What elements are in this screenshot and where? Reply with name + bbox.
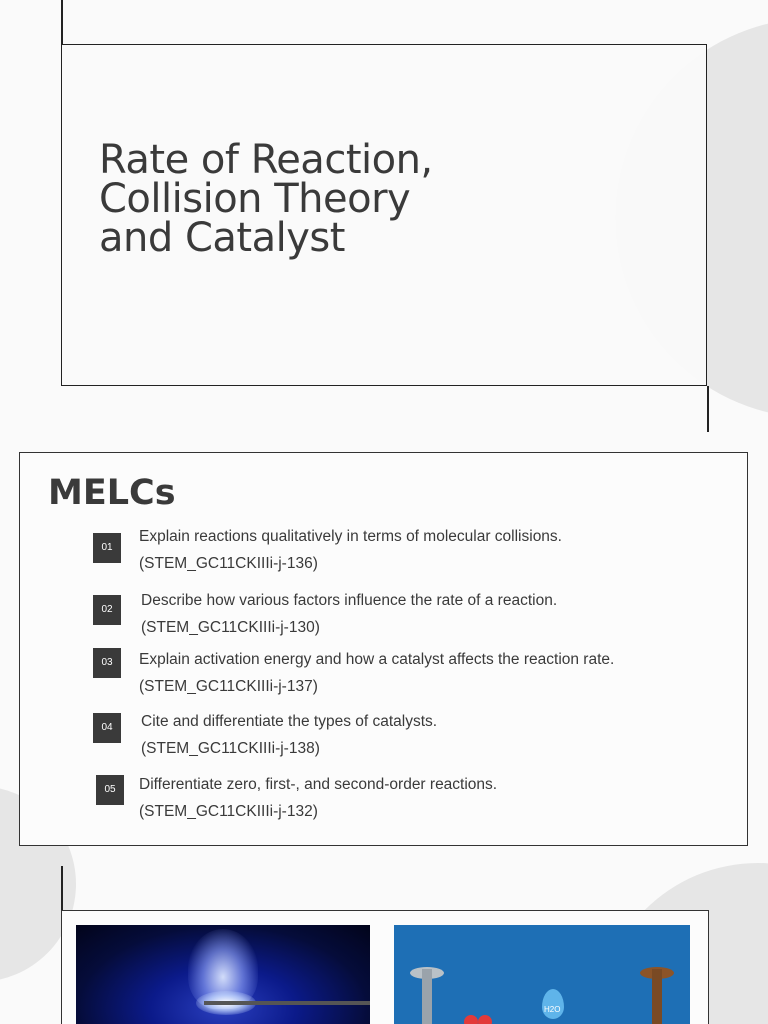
melc-description: Differentiate zero, first-, and second-order reactions.	[139, 776, 498, 793]
melc-text	[139, 523, 562, 577]
melc-number-badge: 04	[93, 713, 121, 743]
melc-item	[20, 646, 749, 702]
nail-icon	[422, 969, 432, 1024]
oxygen-molecule-icon	[464, 1015, 478, 1024]
melc-text	[141, 587, 557, 641]
title-slide	[61, 44, 707, 386]
slide-divider-line	[707, 386, 709, 432]
burning-metal-photo	[76, 925, 370, 1024]
image-slide	[61, 910, 709, 1024]
slide-title-line: and Catalyst	[99, 215, 345, 261]
oxygen-molecule-icon	[478, 1015, 492, 1024]
water-drop-icon	[542, 989, 564, 1019]
slide-title-line: Collision Theory	[99, 176, 411, 222]
melc-item	[20, 523, 749, 579]
metal-rod-shape	[204, 1001, 370, 1005]
melc-text	[139, 646, 614, 700]
melcs-heading: MELCs	[48, 473, 176, 513]
melc-number-badge: 02	[93, 595, 121, 625]
slide-title	[99, 137, 433, 261]
rusting-nail-illustration	[394, 925, 690, 1024]
melc-text	[139, 771, 497, 825]
slide-divider-line	[61, 866, 63, 910]
melc-description: Explain activation energy and how a catalyst affects the reaction rate.	[139, 651, 615, 668]
melc-item	[20, 587, 749, 643]
slide-divider-line	[61, 0, 63, 44]
slide-title-line: Rate of Reaction,	[99, 137, 433, 183]
rusty-nail-icon	[652, 969, 662, 1024]
water-drop-label: H2O	[544, 1005, 561, 1014]
melc-item	[20, 771, 749, 827]
melc-description: Explain reactions qualitatively in terms of molecular collisions.	[139, 528, 562, 545]
melc-text	[141, 708, 437, 762]
melc-code: (STEM_GC11CKIIIi-j-130)	[141, 619, 320, 636]
melc-code: (STEM_GC11CKIIIi-j-137)	[139, 678, 318, 695]
melc-code: (STEM_GC11CKIIIi-j-132)	[139, 803, 318, 820]
melc-code: (STEM_GC11CKIIIi-j-138)	[141, 740, 320, 757]
melc-number-badge: 05	[96, 775, 124, 805]
melc-description: Cite and differentiate the types of catalysts.	[141, 713, 438, 730]
melc-description: Describe how various factors influence the rate of a reaction.	[141, 592, 558, 609]
melc-item	[20, 708, 749, 764]
melc-code: (STEM_GC11CKIIIi-j-136)	[139, 555, 318, 572]
melc-number-badge: 03	[93, 648, 121, 678]
melc-number-badge: 01	[93, 533, 121, 563]
melcs-slide	[19, 452, 748, 846]
